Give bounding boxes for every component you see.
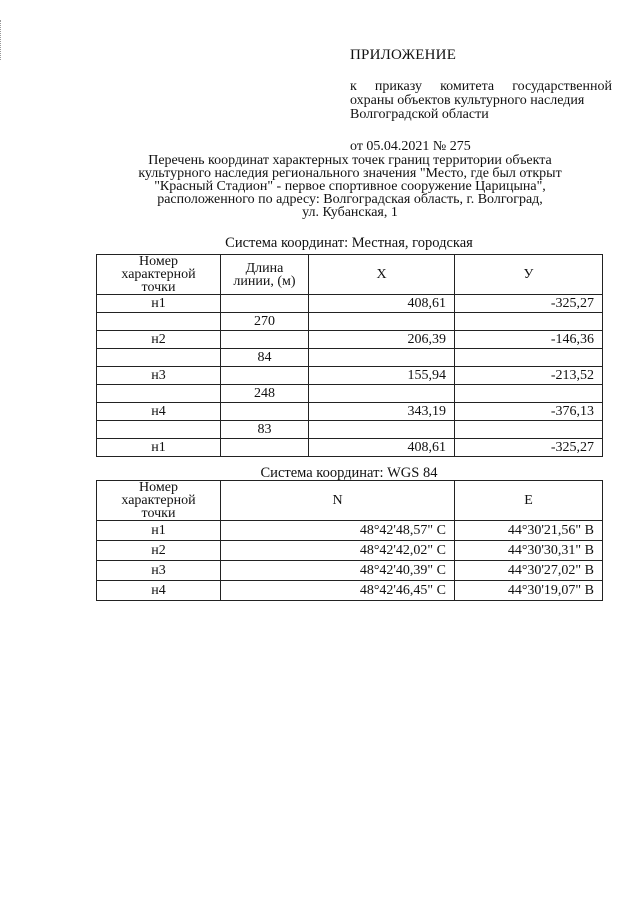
cell-point: н1 — [97, 521, 221, 541]
order-reference-line: охраны объектов культурного наследия — [350, 93, 585, 108]
cell-y: -376,13 — [455, 403, 603, 421]
table-row — [97, 331, 603, 349]
cell-point — [97, 385, 221, 403]
table-header-row — [97, 255, 603, 295]
cell-x — [309, 349, 455, 367]
wgs-system-caption: Система координат: WGS 84 — [260, 465, 438, 481]
cell-y: -213,52 — [455, 367, 603, 385]
title-line: "Красный Стадион" - первое спортивное сооружение Царицына", — [154, 179, 546, 194]
table-row — [97, 313, 603, 331]
cell-point — [97, 421, 221, 439]
local-system-caption: Система координат: Местная, городская — [225, 235, 473, 251]
cell-y — [455, 421, 603, 439]
cell-length: 270 — [221, 313, 309, 331]
cell-length — [221, 331, 309, 349]
table-row — [97, 581, 603, 601]
table-row — [97, 541, 603, 561]
cell-x — [309, 421, 455, 439]
title-line: расположенного по адресу: Волгоградская область, г. Волгоград, — [157, 192, 543, 207]
cell-point: н4 — [97, 403, 221, 421]
cell-x: 408,61 — [309, 439, 455, 457]
cell-n: 48°42'40,39" С — [221, 561, 455, 581]
table-row — [97, 403, 603, 421]
cell-y: -146,36 — [455, 331, 603, 349]
cell-point: н2 — [97, 331, 221, 349]
cell-e: 44°30'30,31" В — [455, 541, 603, 561]
cell-e: 44°30'27,02" В — [455, 561, 603, 581]
cell-x: 408,61 — [309, 295, 455, 313]
cell-y — [455, 349, 603, 367]
cell-e: 44°30'21,56" В — [455, 521, 603, 541]
header-point-number: Номер характерной точки — [97, 481, 221, 521]
title-line: ул. Кубанская, 1 — [302, 205, 398, 220]
header-line-length: Длина линии, (м) — [221, 255, 309, 295]
header-point-number: Номер характерной точки — [97, 255, 221, 295]
order-date: от 05.04.2021 № 275 — [350, 139, 471, 154]
cell-point — [97, 349, 221, 367]
cell-length: 84 — [221, 349, 309, 367]
cell-length: 83 — [221, 421, 309, 439]
local-coordinates-table — [96, 254, 603, 457]
cell-point: н3 — [97, 367, 221, 385]
cell-length: 248 — [221, 385, 309, 403]
table-row — [97, 421, 603, 439]
cell-n: 48°42'42,02" С — [221, 541, 455, 561]
header-e: E — [455, 481, 603, 521]
table-row — [97, 349, 603, 367]
table-row — [97, 385, 603, 403]
header-y: У — [455, 255, 603, 295]
appendix-header — [350, 48, 612, 154]
cell-x: 206,39 — [309, 331, 455, 349]
table-header-row — [97, 481, 603, 521]
header-x: X — [309, 255, 455, 295]
title-line: культурного наследия регионального значения "Место, где был открыт — [138, 166, 562, 181]
cell-length — [221, 403, 309, 421]
cell-point: н3 — [97, 561, 221, 581]
cell-x — [309, 313, 455, 331]
appendix-label: ПРИЛОЖЕНИЕ — [350, 47, 457, 63]
cell-x: 343,19 — [309, 403, 455, 421]
table-row — [97, 367, 603, 385]
cell-point: н2 — [97, 541, 221, 561]
cell-y — [455, 313, 603, 331]
cell-x — [309, 385, 455, 403]
order-reference-line: к приказу комитета государственной — [350, 79, 612, 94]
order-reference — [350, 80, 612, 122]
cell-point: н1 — [97, 295, 221, 313]
table-row — [97, 295, 603, 313]
title-line: Перечень координат характерных точек границ территории объекта — [148, 153, 552, 168]
table-row — [97, 439, 603, 457]
document-title — [100, 154, 600, 219]
page-margin-mark — [0, 20, 3, 60]
cell-length — [221, 295, 309, 313]
cell-point: н1 — [97, 439, 221, 457]
cell-y: -325,27 — [455, 439, 603, 457]
cell-x: 155,94 — [309, 367, 455, 385]
cell-point — [97, 313, 221, 331]
table-row — [97, 561, 603, 581]
cell-y — [455, 385, 603, 403]
cell-y: -325,27 — [455, 295, 603, 313]
cell-n: 48°42'48,57" С — [221, 521, 455, 541]
cell-e: 44°30'19,07" В — [455, 581, 603, 601]
cell-length — [221, 439, 309, 457]
order-reference-line: Волгоградской области — [350, 107, 489, 122]
cell-point: н4 — [97, 581, 221, 601]
cell-length — [221, 367, 309, 385]
header-n: N — [221, 481, 455, 521]
wgs-coordinates-table — [96, 480, 603, 601]
table-row — [97, 521, 603, 541]
cell-n: 48°42'46,45" С — [221, 581, 455, 601]
